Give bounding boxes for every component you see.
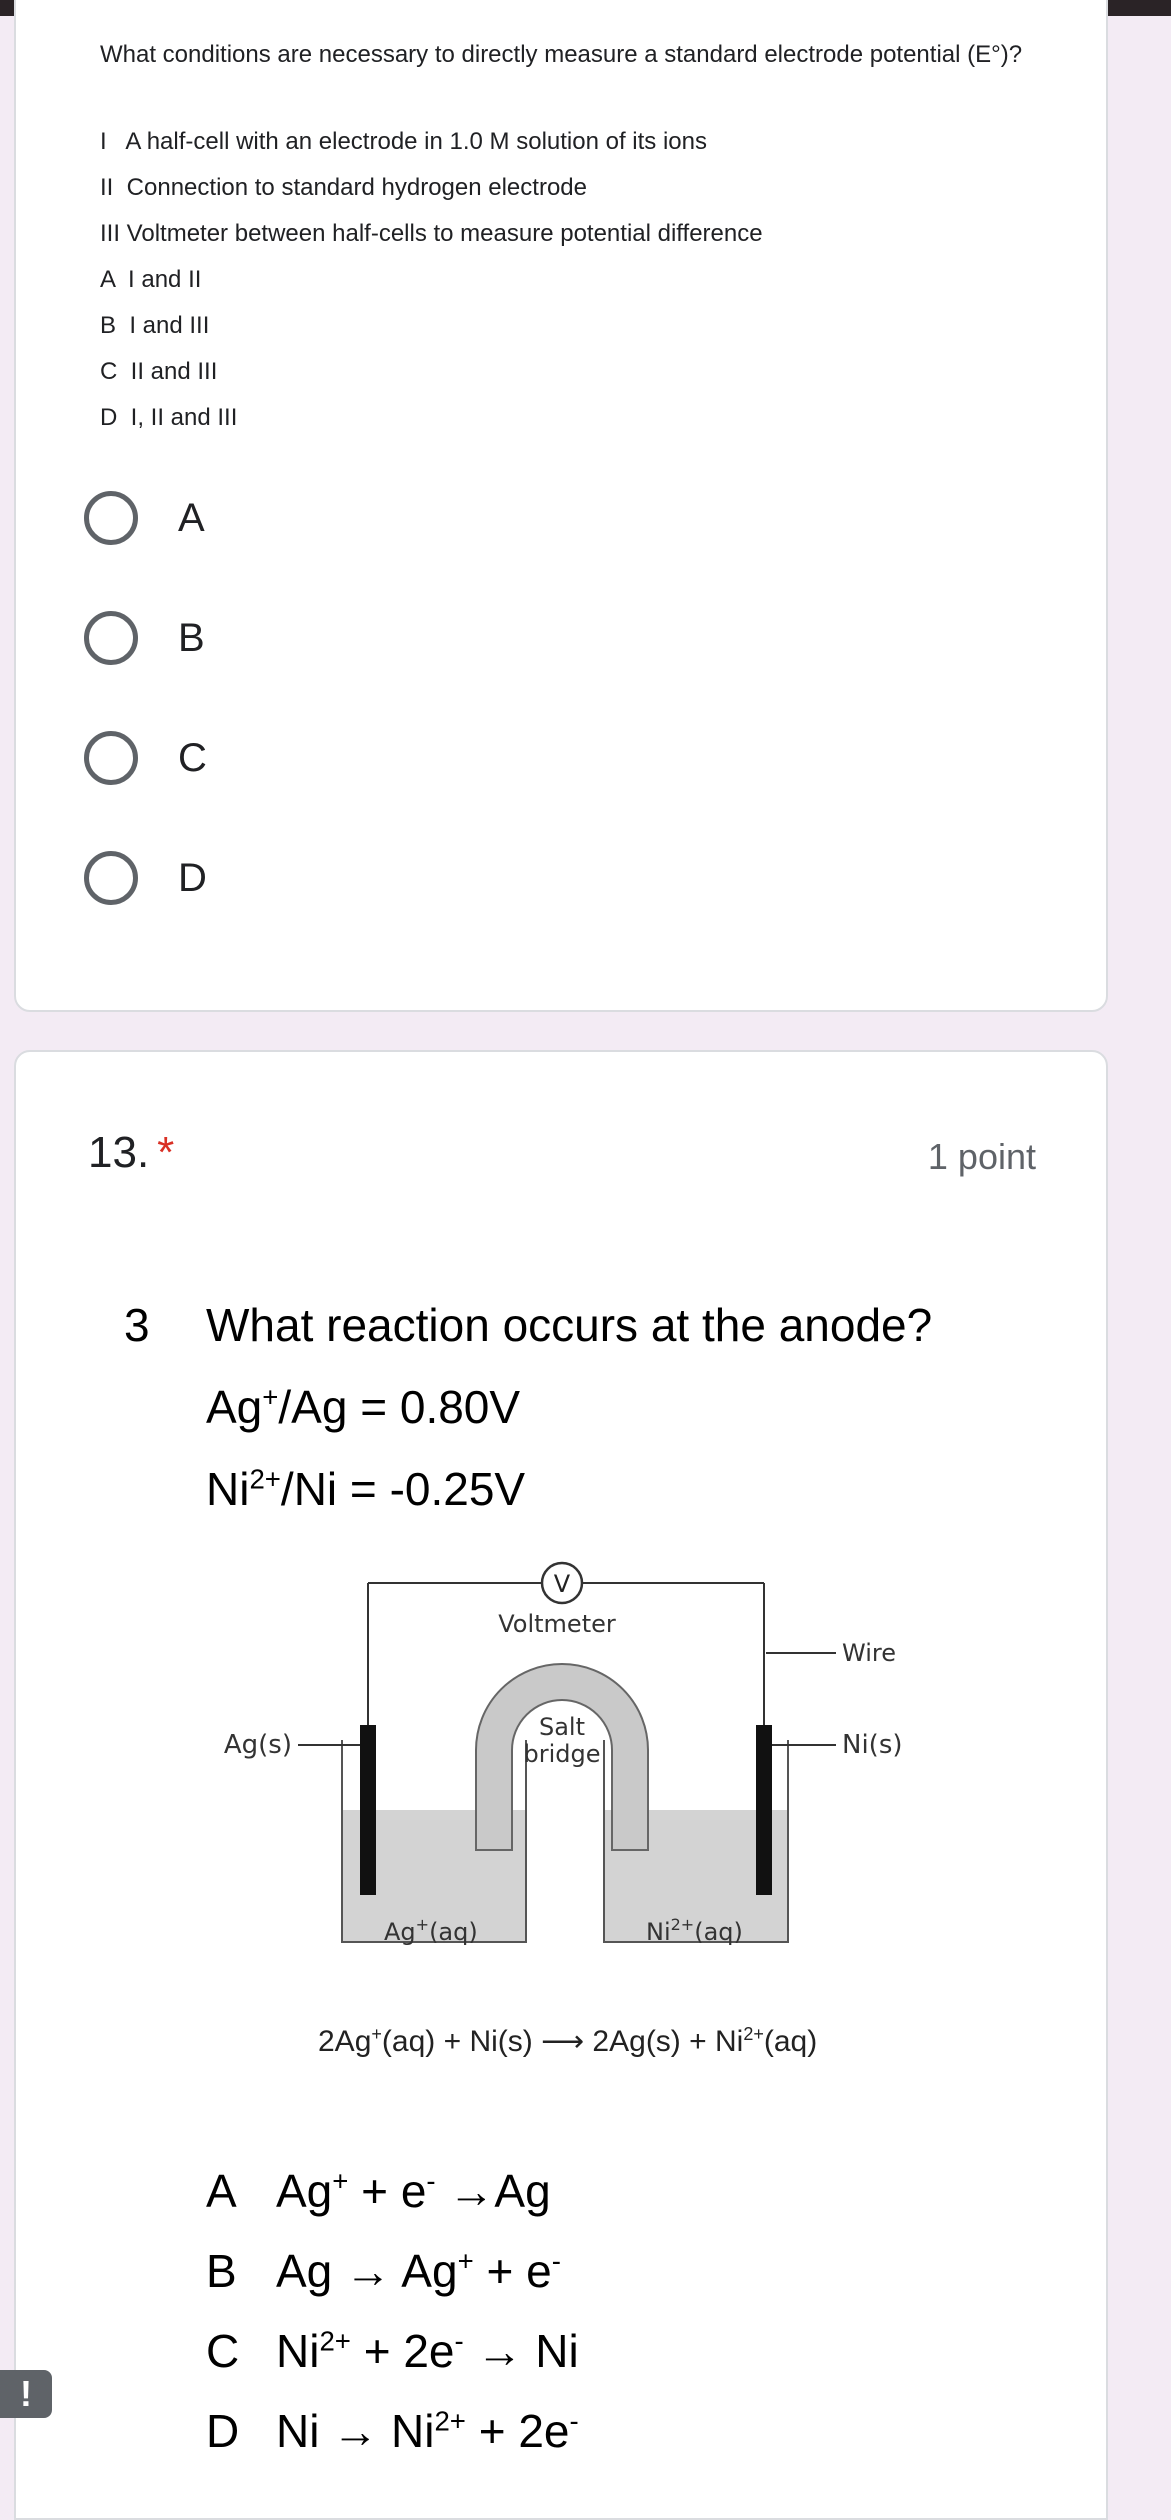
choice-text-c: C II and III	[100, 358, 218, 385]
question-intro: What conditions are necessary to directly measure a standard electrode potential (E°)?	[100, 41, 1023, 68]
ag-solution-label: Ag+(aq)	[384, 1915, 478, 1946]
answer-choice-d: D $Ni \to Ni^{2+} + 2e^-$	[206, 2405, 579, 2457]
salt-bridge-label-1: Salt	[538, 1713, 586, 1741]
wire-label: Wire	[842, 1639, 896, 1667]
question-number-text: 13.	[88, 1128, 150, 1177]
radio-circle-icon[interactable]	[84, 851, 138, 905]
voltmeter-label: Voltmeter	[498, 1610, 616, 1638]
option-d[interactable]	[84, 846, 207, 910]
option-label: B	[178, 615, 205, 660]
voltmeter-symbol: V	[553, 1570, 571, 1598]
points-label: 1 point	[927, 1136, 1036, 1177]
statement-1: I A half-cell with an electrode in 1.0 M solution of its ions	[100, 128, 707, 155]
option-label: A	[178, 495, 205, 540]
electrochemical-cell-diagram	[200, 1550, 920, 1990]
option-a[interactable]	[84, 486, 205, 550]
potential-ni: $Ni^{2+}/Ni = -0.25V$	[206, 1463, 526, 1515]
potential-ag: Ag+/Ag = 0.80V	[206, 1381, 521, 1433]
answer-choice-a: A Ag+ + e- →Ag	[206, 2165, 551, 2217]
answer-choice-c: C $Ni^{2+} + 2e^- \to Ni$	[206, 2325, 579, 2377]
option-c[interactable]	[84, 726, 207, 790]
ni-electrode-label: Ni(s)	[842, 1730, 903, 1760]
radio-circle-icon[interactable]	[84, 611, 138, 665]
question-number	[88, 1128, 174, 1178]
radio-circle-icon[interactable]	[84, 491, 138, 545]
option-label: C	[178, 735, 207, 780]
required-asterisk: *	[157, 1128, 175, 1177]
option-label: D	[178, 855, 207, 900]
option-b[interactable]	[84, 606, 205, 670]
answer-choice-b: B Ag → Ag+ + e-	[206, 2245, 561, 2297]
choice-text-a: A I and II	[100, 266, 202, 293]
statement-3: III Voltmeter between half-cells to measure potential difference	[100, 220, 763, 247]
silver-electrode	[360, 1725, 376, 1895]
image-question-number: 3	[124, 1299, 150, 1351]
radio-circle-icon[interactable]	[84, 731, 138, 785]
ag-electrode-label: Ag(s)	[223, 1730, 292, 1760]
image-question-text: What reaction occurs at the anode?	[206, 1299, 933, 1351]
nickel-electrode	[756, 1725, 772, 1895]
salt-bridge-label-2: bridge	[523, 1740, 601, 1768]
alert-badge[interactable]: !	[0, 2370, 52, 2418]
overall-equation: 2Ag+(aq) + Ni(s) ⟶ $2Ag(s) + Ni^{2+}(aq)$	[318, 2024, 818, 2058]
ni-solution-label: $Ni^{2+}(aq)$	[646, 1915, 743, 1946]
choice-text-d: D I, II and III	[100, 404, 238, 431]
statement-2: II Connection to standard hydrogen electrode	[100, 174, 587, 201]
choice-text-b: B I and III	[100, 312, 210, 339]
